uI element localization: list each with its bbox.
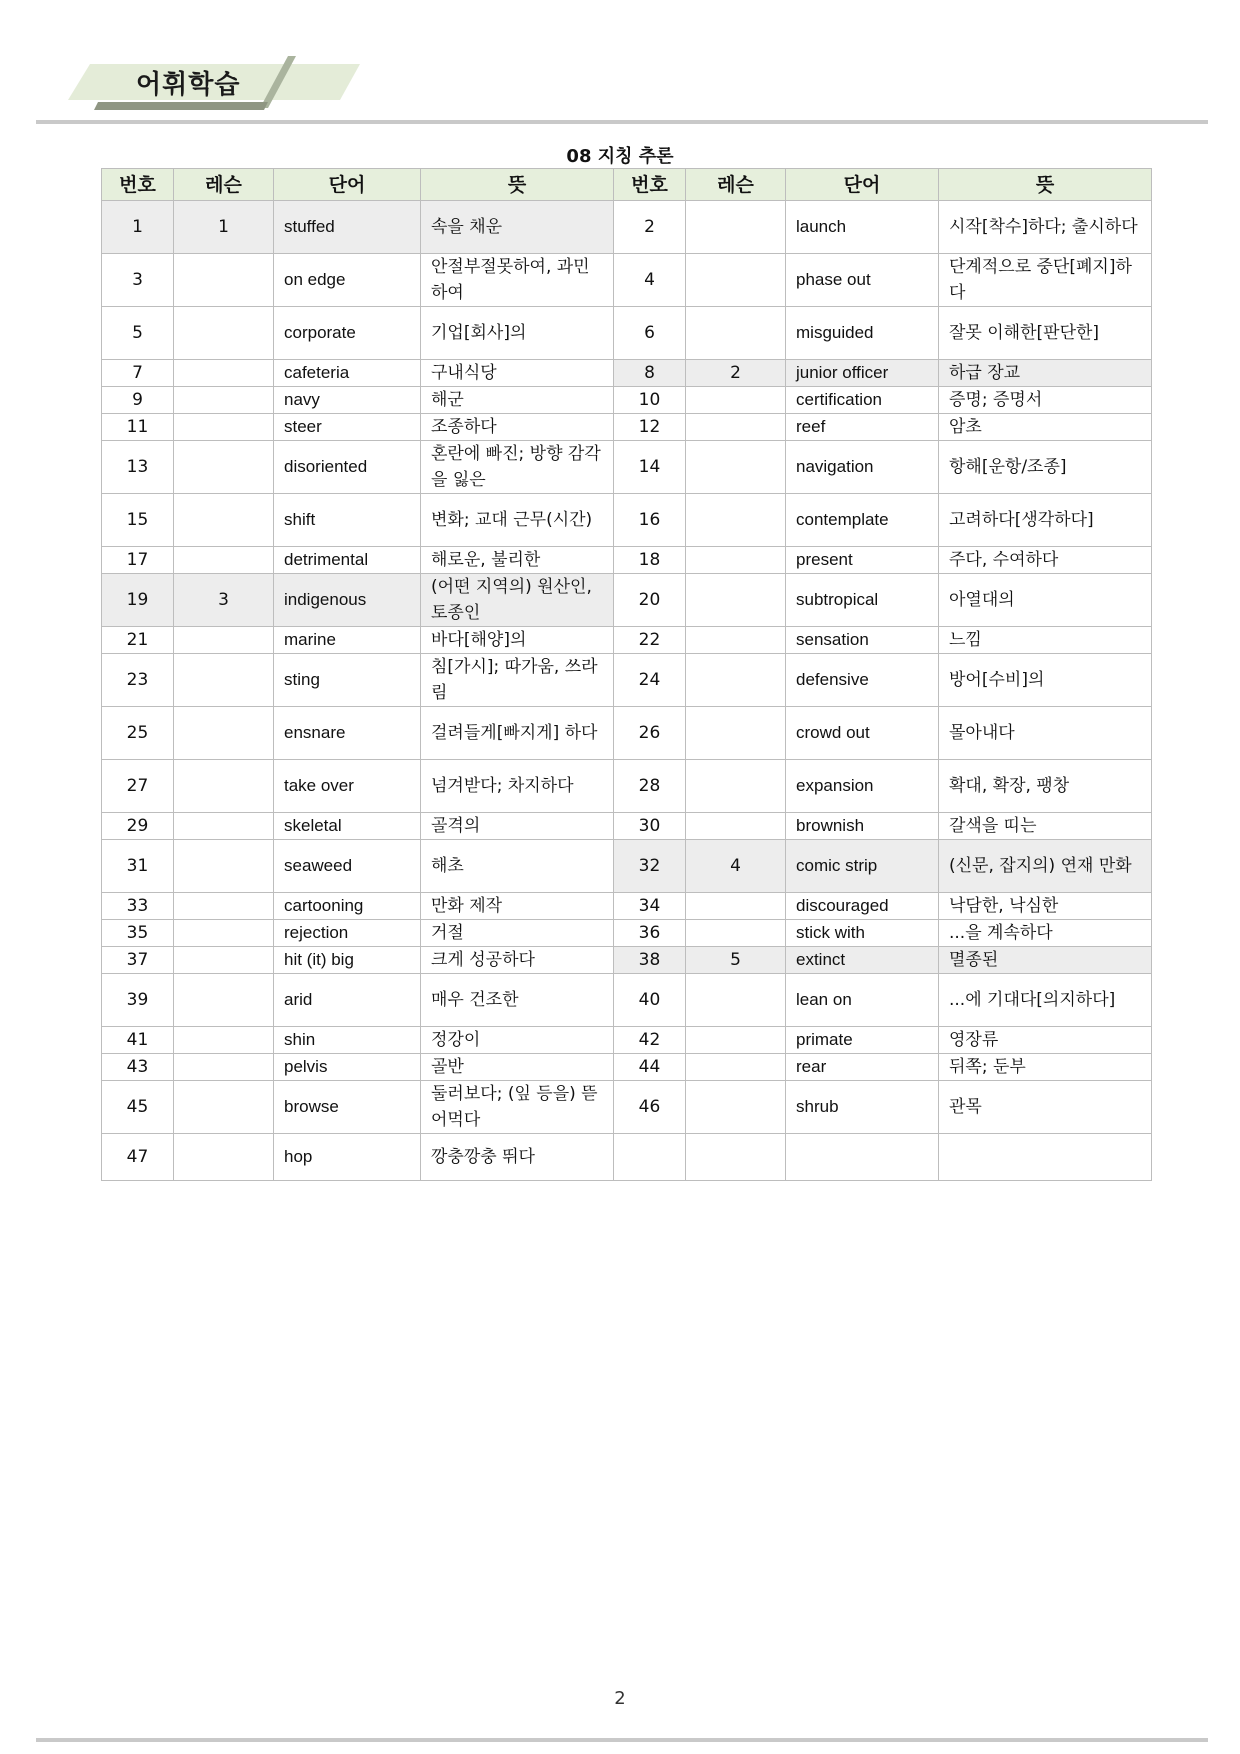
- table-row: [102, 254, 1152, 307]
- row-number: 32: [614, 840, 686, 893]
- lesson-number: [174, 813, 274, 840]
- row-number: 35: [102, 920, 174, 947]
- vocab-word: shift: [274, 494, 421, 547]
- row-number: 31: [102, 840, 174, 893]
- row-number: 38: [614, 947, 686, 974]
- table-row: [102, 893, 1152, 920]
- vocab-word: detrimental: [274, 547, 421, 574]
- vocab-word: steer: [274, 414, 421, 441]
- header-title: 어휘학습: [136, 70, 241, 100]
- vocab-word: reef: [786, 414, 939, 441]
- column-header-number: 번호: [102, 169, 174, 201]
- row-number: 46: [614, 1081, 686, 1134]
- lesson-number: [686, 920, 786, 947]
- vocab-meaning: 아열대의: [939, 574, 1152, 627]
- row-number: 45: [102, 1081, 174, 1134]
- vocab-word: expansion: [786, 760, 939, 813]
- row-number: 43: [102, 1054, 174, 1081]
- lesson-number: [174, 1054, 274, 1081]
- lesson-number: [174, 387, 274, 414]
- table-row: [102, 654, 1152, 707]
- vocab-word: ensnare: [274, 707, 421, 760]
- lesson-number: [686, 201, 786, 254]
- lesson-number: [686, 387, 786, 414]
- lesson-number: [686, 307, 786, 360]
- row-number: 15: [102, 494, 174, 547]
- lesson-number: [174, 360, 274, 387]
- vocab-word: hop: [274, 1134, 421, 1181]
- vocab-table: [101, 168, 1152, 1181]
- table-row: [102, 1134, 1152, 1181]
- vocab-word: browse: [274, 1081, 421, 1134]
- lesson-number: [174, 840, 274, 893]
- vocab-word: pelvis: [274, 1054, 421, 1081]
- row-number: 8: [614, 360, 686, 387]
- vocab-meaning: 매우 건조한: [421, 974, 614, 1027]
- lesson-number: [174, 760, 274, 813]
- vocab-word: present: [786, 547, 939, 574]
- vocab-meaning: 혼란에 빠진; 방향 감각을 잃은: [421, 441, 614, 494]
- row-number: 42: [614, 1027, 686, 1054]
- lesson-number: 2: [686, 360, 786, 387]
- column-header-word: 단어: [786, 169, 939, 201]
- table-row: [102, 840, 1152, 893]
- row-number: 16: [614, 494, 686, 547]
- lesson-number: [686, 574, 786, 627]
- vocab-word: shrub: [786, 1081, 939, 1134]
- row-number: 47: [102, 1134, 174, 1181]
- row-number: 41: [102, 1027, 174, 1054]
- table-row: [102, 360, 1152, 387]
- lesson-number: [686, 627, 786, 654]
- column-header-meaning: 뜻: [421, 169, 614, 201]
- vocab-word: discouraged: [786, 893, 939, 920]
- lesson-number: [686, 494, 786, 547]
- row-number: 19: [102, 574, 174, 627]
- table-row: [102, 1054, 1152, 1081]
- vocab-meaning: 항해[운항/조종]: [939, 441, 1152, 494]
- lesson-number: [686, 1134, 786, 1181]
- row-number: 14: [614, 441, 686, 494]
- table-row: [102, 387, 1152, 414]
- row-number: 4: [614, 254, 686, 307]
- row-number: 30: [614, 813, 686, 840]
- table-row: [102, 494, 1152, 547]
- lesson-number: [174, 547, 274, 574]
- lesson-number: 1: [174, 201, 274, 254]
- column-header-lesson: 레슨: [174, 169, 274, 201]
- lesson-number: 4: [686, 840, 786, 893]
- vocab-meaning: 방어[수비]의: [939, 654, 1152, 707]
- vocab-meaning: 걸려들게[빠지게] 하다: [421, 707, 614, 760]
- lesson-number: [686, 547, 786, 574]
- lesson-number: [174, 494, 274, 547]
- lesson-number: [686, 1081, 786, 1134]
- vocab-meaning: 해로운, 불리한: [421, 547, 614, 574]
- lesson-number: [686, 760, 786, 813]
- table-row: [102, 627, 1152, 654]
- vocab-meaning: 침[가시]; 따가움, 쓰라림: [421, 654, 614, 707]
- row-number: 9: [102, 387, 174, 414]
- vocab-meaning: 확대, 확장, 팽창: [939, 760, 1152, 813]
- column-header-word: 단어: [274, 169, 421, 201]
- table-row: [102, 574, 1152, 627]
- vocab-meaning: [939, 1134, 1152, 1181]
- row-number: 28: [614, 760, 686, 813]
- vocab-word: contemplate: [786, 494, 939, 547]
- lesson-number: [174, 627, 274, 654]
- vocab-word: marine: [274, 627, 421, 654]
- vocab-meaning: 깡충깡충 뛰다: [421, 1134, 614, 1181]
- vocab-word: extinct: [786, 947, 939, 974]
- row-number: 40: [614, 974, 686, 1027]
- vocab-word: crowd out: [786, 707, 939, 760]
- vocab-meaning: 낙담한, 낙심한: [939, 893, 1152, 920]
- row-number: 2: [614, 201, 686, 254]
- row-number: 7: [102, 360, 174, 387]
- lesson-number: [686, 893, 786, 920]
- table-row: [102, 1027, 1152, 1054]
- vocab-meaning: 넘겨받다; 차지하다: [421, 760, 614, 813]
- lesson-number: [686, 441, 786, 494]
- lesson-number: [174, 1027, 274, 1054]
- lesson-number: [174, 414, 274, 441]
- vocab-word: sensation: [786, 627, 939, 654]
- row-number: 20: [614, 574, 686, 627]
- column-header-meaning: 뜻: [939, 169, 1152, 201]
- vocab-meaning: 둘러보다; (잎 등을) 뜯어먹다: [421, 1081, 614, 1134]
- vocab-word: brownish: [786, 813, 939, 840]
- lesson-number: [174, 441, 274, 494]
- table-row: [102, 441, 1152, 494]
- vocab-word: launch: [786, 201, 939, 254]
- table-row: [102, 974, 1152, 1027]
- vocab-word: stuffed: [274, 201, 421, 254]
- row-number: 17: [102, 547, 174, 574]
- row-number: 34: [614, 893, 686, 920]
- row-number: 21: [102, 627, 174, 654]
- vocab-meaning: 주다, 수여하다: [939, 547, 1152, 574]
- column-header-lesson: 레슨: [686, 169, 786, 201]
- vocab-meaning: 단계적으로 중단[폐지]하다: [939, 254, 1152, 307]
- row-number: 11: [102, 414, 174, 441]
- vocab-word: misguided: [786, 307, 939, 360]
- vocab-meaning: 정강이: [421, 1027, 614, 1054]
- table-row: [102, 1081, 1152, 1134]
- row-number: 12: [614, 414, 686, 441]
- lesson-number: [174, 947, 274, 974]
- vocab-meaning: 바다[해양]의: [421, 627, 614, 654]
- vocab-meaning: 몰아내다: [939, 707, 1152, 760]
- vocab-word: navigation: [786, 441, 939, 494]
- vocab-meaning: 뒤쪽; 둔부: [939, 1054, 1152, 1081]
- row-number: [614, 1134, 686, 1181]
- vocab-word: certification: [786, 387, 939, 414]
- row-number: 39: [102, 974, 174, 1027]
- row-number: 6: [614, 307, 686, 360]
- row-number: 25: [102, 707, 174, 760]
- vocab-word: cafeteria: [274, 360, 421, 387]
- vocab-meaning: ...을 계속하다: [939, 920, 1152, 947]
- section-title: 08 지칭 추론: [566, 146, 674, 167]
- vocab-word: navy: [274, 387, 421, 414]
- row-number: 22: [614, 627, 686, 654]
- vocab-meaning: 거절: [421, 920, 614, 947]
- vocab-meaning: 안절부절못하여, 과민하여: [421, 254, 614, 307]
- vocab-word: disoriented: [274, 441, 421, 494]
- lesson-number: [174, 254, 274, 307]
- table-row: [102, 947, 1152, 974]
- lesson-number: [174, 654, 274, 707]
- top-divider: [36, 120, 1208, 124]
- row-number: 27: [102, 760, 174, 813]
- vocab-meaning: (어떤 지역의) 원산인, 토종인: [421, 574, 614, 627]
- lesson-number: [174, 307, 274, 360]
- vocab-meaning: 조종하다: [421, 414, 614, 441]
- row-number: 1: [102, 201, 174, 254]
- lesson-number: [686, 707, 786, 760]
- vocab-word: indigenous: [274, 574, 421, 627]
- vocab-meaning: 변화; 교대 근무(시간): [421, 494, 614, 547]
- table-row: [102, 547, 1152, 574]
- vocab-word: lean on: [786, 974, 939, 1027]
- row-number: 36: [614, 920, 686, 947]
- vocab-word: shin: [274, 1027, 421, 1054]
- row-number: 44: [614, 1054, 686, 1081]
- lesson-number: [686, 254, 786, 307]
- vocab-meaning: 관목: [939, 1081, 1152, 1134]
- vocab-word: sting: [274, 654, 421, 707]
- vocab-meaning: 느낌: [939, 627, 1152, 654]
- bottom-divider: [36, 1738, 1208, 1742]
- lesson-number: [686, 813, 786, 840]
- table-row: [102, 760, 1152, 813]
- vocab-meaning: 멸종된: [939, 947, 1152, 974]
- vocab-word: junior officer: [786, 360, 939, 387]
- row-number: 3: [102, 254, 174, 307]
- vocab-meaning: 기업[회사]의: [421, 307, 614, 360]
- vocab-meaning: ...에 기대다[의지하다]: [939, 974, 1152, 1027]
- vocab-word: stick with: [786, 920, 939, 947]
- column-header-number: 번호: [614, 169, 686, 201]
- vocab-word: rear: [786, 1054, 939, 1081]
- vocab-meaning: 증명; 증명서: [939, 387, 1152, 414]
- lesson-number: [174, 974, 274, 1027]
- vocab-table-body: [102, 201, 1152, 1181]
- vocab-meaning: 영장류: [939, 1027, 1152, 1054]
- vocab-meaning: 고려하다[생각하다]: [939, 494, 1152, 547]
- table-row: [102, 201, 1152, 254]
- row-number: 37: [102, 947, 174, 974]
- lesson-number: [686, 1027, 786, 1054]
- lesson-number: 3: [174, 574, 274, 627]
- row-number: 24: [614, 654, 686, 707]
- vocab-word: [786, 1134, 939, 1181]
- vocab-word: seaweed: [274, 840, 421, 893]
- table-row: [102, 414, 1152, 441]
- lesson-number: [686, 654, 786, 707]
- header-row: [102, 169, 1152, 201]
- lesson-number: [174, 920, 274, 947]
- lesson-number: [686, 1054, 786, 1081]
- lesson-number: [686, 414, 786, 441]
- vocab-word: on edge: [274, 254, 421, 307]
- vocab-word: defensive: [786, 654, 939, 707]
- vocab-word: hit (it) big: [274, 947, 421, 974]
- vocab-meaning: 속을 채운: [421, 201, 614, 254]
- vocab-meaning: 시작[착수]하다; 출시하다: [939, 201, 1152, 254]
- vocab-word: comic strip: [786, 840, 939, 893]
- vocab-meaning: 만화 제작: [421, 893, 614, 920]
- row-number: 26: [614, 707, 686, 760]
- page-number: 2: [614, 1688, 626, 1709]
- vocab-meaning: 해초: [421, 840, 614, 893]
- vocab-meaning: 크게 성공하다: [421, 947, 614, 974]
- row-number: 13: [102, 441, 174, 494]
- lesson-number: [174, 707, 274, 760]
- vocab-word: rejection: [274, 920, 421, 947]
- lesson-number: [174, 1081, 274, 1134]
- lesson-number: [174, 893, 274, 920]
- vocab-word: cartooning: [274, 893, 421, 920]
- vocab-word: take over: [274, 760, 421, 813]
- row-number: 5: [102, 307, 174, 360]
- table-row: [102, 813, 1152, 840]
- vocab-word: arid: [274, 974, 421, 1027]
- vocab-meaning: 잘못 이해한[판단한]: [939, 307, 1152, 360]
- vocab-meaning: 골격의: [421, 813, 614, 840]
- vocab-word: phase out: [786, 254, 939, 307]
- table-row: [102, 307, 1152, 360]
- row-number: 33: [102, 893, 174, 920]
- vocab-word: subtropical: [786, 574, 939, 627]
- row-number: 29: [102, 813, 174, 840]
- row-number: 18: [614, 547, 686, 574]
- table-row: [102, 920, 1152, 947]
- vocab-meaning: 골반: [421, 1054, 614, 1081]
- row-number: 10: [614, 387, 686, 414]
- vocab-meaning: 해군: [421, 387, 614, 414]
- vocab-meaning: (신문, 잡지의) 연재 만화: [939, 840, 1152, 893]
- vocab-meaning: 구내식당: [421, 360, 614, 387]
- vocab-word: skeletal: [274, 813, 421, 840]
- vocab-word: corporate: [274, 307, 421, 360]
- lesson-number: [686, 974, 786, 1027]
- lesson-number: [174, 1134, 274, 1181]
- table-row: [102, 707, 1152, 760]
- vocab-meaning: 암초: [939, 414, 1152, 441]
- vocab-word: primate: [786, 1027, 939, 1054]
- vocab-meaning: 하급 장교: [939, 360, 1152, 387]
- lesson-number: 5: [686, 947, 786, 974]
- row-number: 23: [102, 654, 174, 707]
- vocab-meaning: 갈색을 띠는: [939, 813, 1152, 840]
